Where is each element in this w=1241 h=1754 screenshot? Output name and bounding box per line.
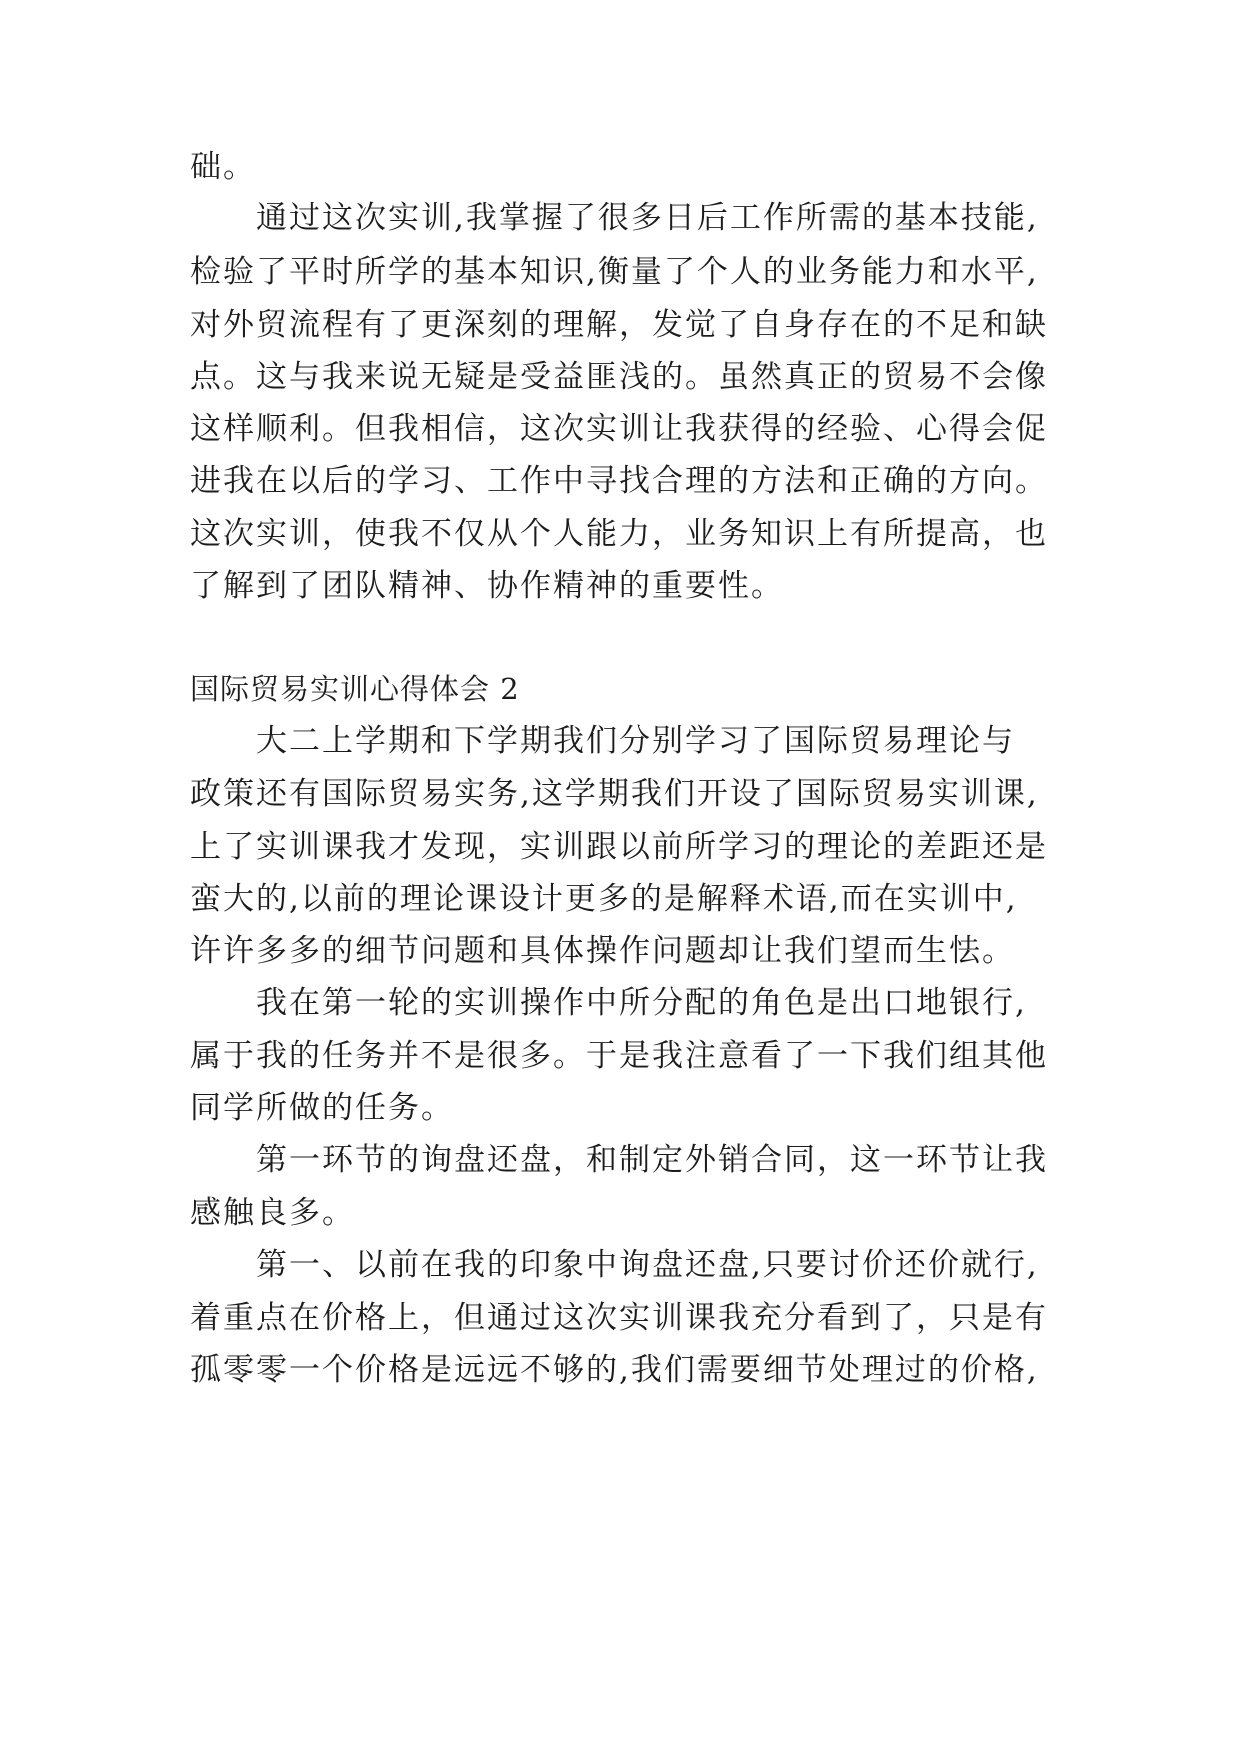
text-line: 这次实训，使我不仅从个人能力，业务知识上有所提高，也 xyxy=(190,516,1048,552)
text-line: 检验了平时所学的基本知识,衡量了个人的业务能力和水平, xyxy=(190,254,1039,290)
text-line: 进我在以后的学习、工作中寻找合理的方法和正确的方向。 xyxy=(190,463,1048,499)
paragraph-first-line: 我在第一轮的实训操作中所分配的角色是出口地银行, xyxy=(256,985,1027,1021)
text-line: 着重点在价格上，但通过这次实训课我充分看到了，只是有 xyxy=(190,1300,1048,1336)
text-line: 属于我的任务并不是很多。于是我注意看了一下我们组其他 xyxy=(190,1038,1048,1074)
text-line: 点。这与我来说无疑是受益匪浅的。虽然真正的贸易不会像 xyxy=(190,359,1048,395)
paragraph-first-line: 大二上学期和下学期我们分别学习了国际贸易理论与 xyxy=(256,723,1015,759)
paragraph-first-line: 通过这次实训,我掌握了很多日后工作所需的基本技能, xyxy=(256,200,1039,236)
paragraph-first-line: 第一环节的询盘还盘，和制定外销合同，这一环节让我 xyxy=(256,1142,1048,1178)
section-heading: 国际贸易实训心得体会 2 xyxy=(190,672,520,706)
text-line: 础。 xyxy=(190,149,256,185)
text-line: 同学所做的任务。 xyxy=(190,1090,454,1126)
text-line: 对外贸流程有了更深刻的理解，发觉了自身存在的不足和缺 xyxy=(190,307,1048,343)
text-line: 这样顺利。但我相信，这次实训让我获得的经验、心得会促 xyxy=(190,411,1048,447)
text-line: 蛮大的,以前的理论课设计更多的是解释术语,而在实训中, xyxy=(190,881,1018,917)
paragraph-first-line: 第一、以前在我的印象中询盘还盘,只要讨价还价就行, xyxy=(256,1247,1039,1283)
text-line: 许许多多的细节问题和具体操作问题却让我们望而生怯。 xyxy=(190,933,1015,969)
text-line: 感触良多。 xyxy=(190,1195,355,1231)
text-line: 了解到了团队精神、协作精神的重要性。 xyxy=(190,568,784,604)
text-line: 孤零零一个价格是远远不够的,我们需要细节处理过的价格, xyxy=(190,1352,1039,1388)
text-line: 政策还有国际贸易实务,这学期我们开设了国际贸易实训课, xyxy=(190,776,1039,812)
text-line: 上了实训课我才发现，实训跟以前所学习的理论的差距还是 xyxy=(190,829,1048,865)
